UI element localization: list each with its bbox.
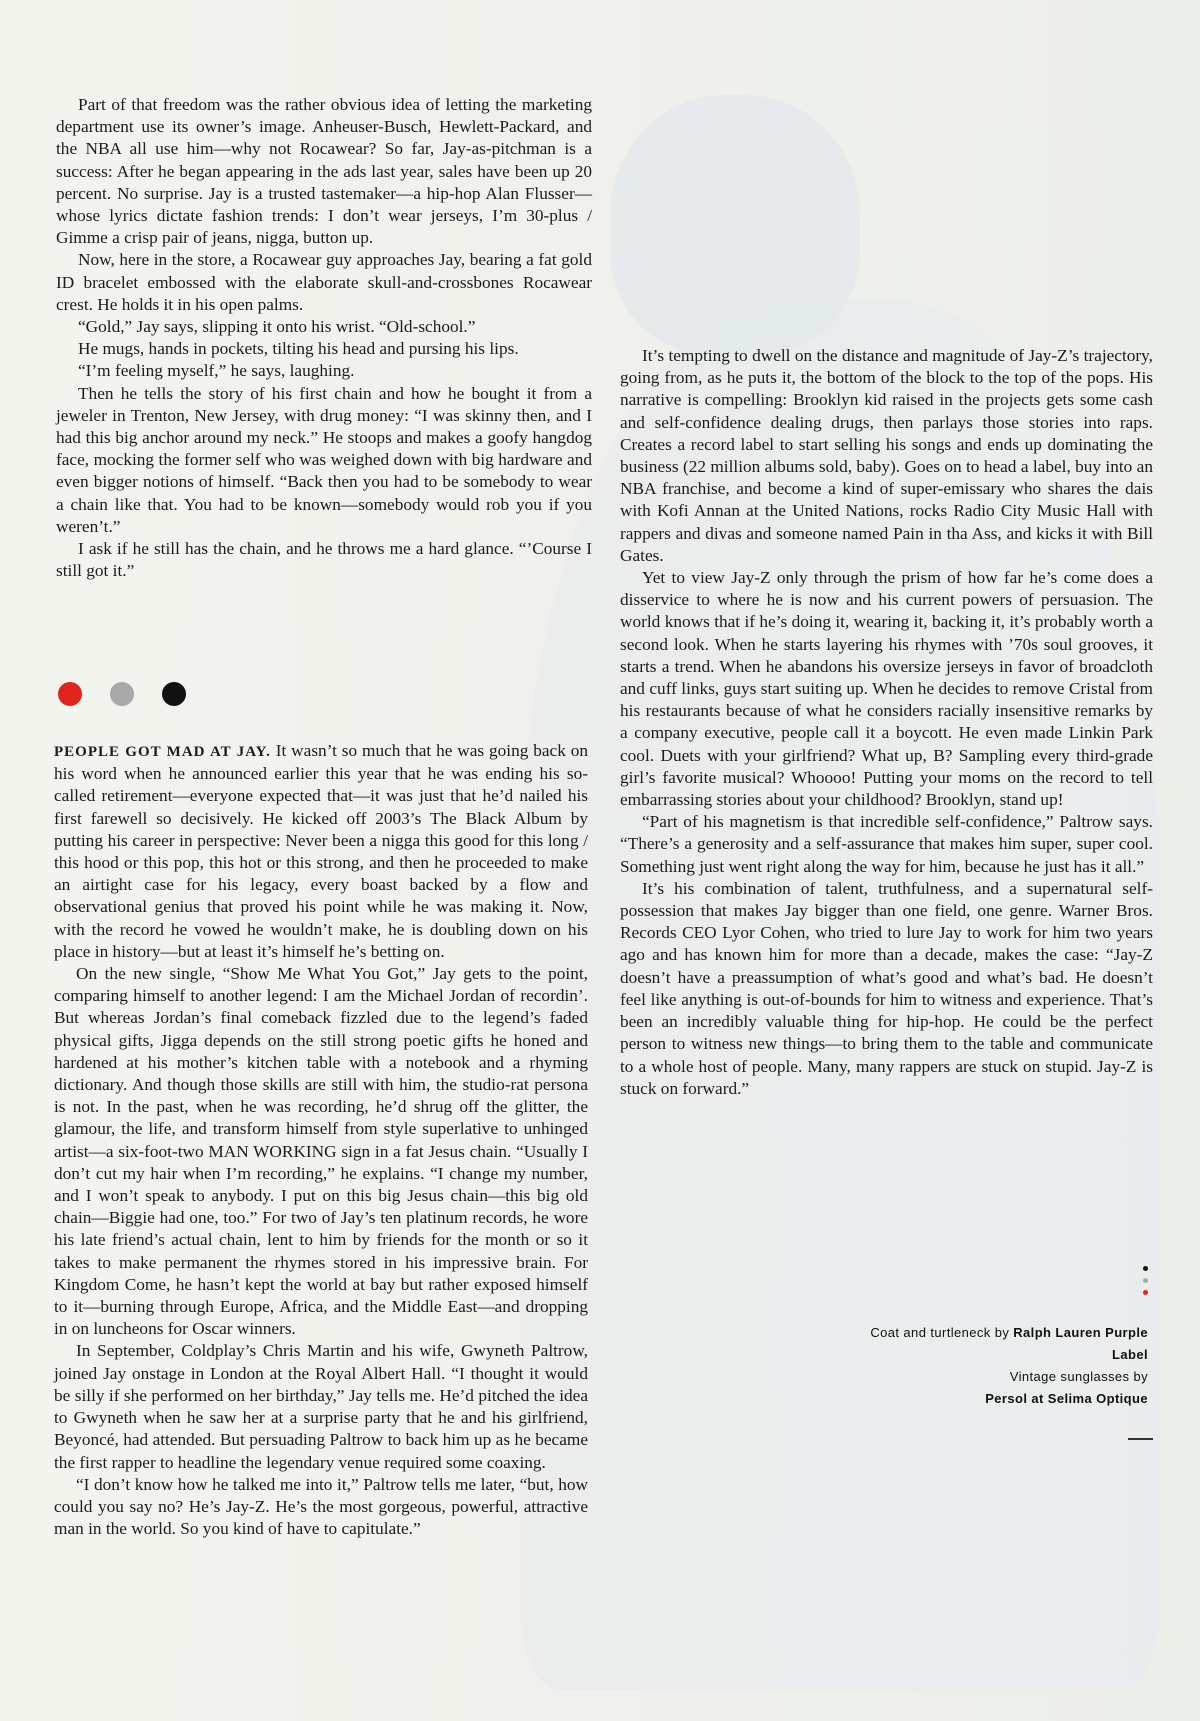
- lead-text: It wasn’t so much that he was going back on his word when he announced earlier this year that he was ending his so-called retirement—everyone expected that—it was just that he’d nailed his first farewell so decisively. He kicked off 2003’s The Black Album by putting his career in perspective: Never been a nigga this good for this long / this hood or this pop, this hot or this strong, and then he proceeded to make an airtight case for his legacy, every boast backed by a flow and observational genius that proved his point while he was making it. Now, with the record he vowed he wouldn’t make, he is doubling down on his place in history—but at least it’s himself he’s betting on.: [54, 741, 588, 961]
- paragraph: “I don’t know how he talked me into it,” Paltrow tells me later, “but, how could you say no? He’s Jay-Z. He’s the most gorgeous, powerful, attractive man in the world. So you kind of have to capitulate.”: [54, 1474, 588, 1539]
- photo-credits: [868, 1322, 1148, 1410]
- section-break-dots: [58, 682, 186, 706]
- credit-text: Vintage sunglasses by: [1009, 1369, 1148, 1384]
- paragraph: It’s tempting to dwell on the distance and magnitude of Jay-Z’s trajectory, going from, as he puts it, the bottom of the block to the top of the pops. His narrative is compelling: Brooklyn kid raised in the projects gets some cash and self-confidence dealing drugs, then parlays those stories into raps. Creates a record label to start selling his songs and ends up dominating the business (22 million albums sold, baby). Goes on to head a label, buy into an NBA franchise, and become a kind of super-emissary who shares the dais with Kofi Annan at the United Nations, rocks Radio City Music Hall with rappers and divas and someone named Pain in tha Ass, and kicks it with Bill Gates.: [620, 346, 1153, 565]
- red-dot-icon: [1143, 1290, 1148, 1295]
- credit-brand: Ralph Lauren Purple Label: [1013, 1325, 1148, 1362]
- lead-in: PEOPLE GOT MAD AT JAY.: [54, 744, 271, 760]
- paragraph: In September, Coldplay’s Chris Martin and his wife, Gwyneth Paltrow, joined Jay onstage in London at the Royal Albert Hall. “I thought it would be silly if she performed on her birthday,” Jay tells me. He’d pitched the idea to Gwyneth when he saw her at a surprise party that he and his girlfriend, Beyoncé, had attended. But persuading Paltrow to back him up as he became the first rapper to headline the legendary venue required some coaxing.: [54, 1341, 588, 1472]
- paragraph: I ask if he still has the chain, and he throws me a hard glance. “’Course I still got it.”: [56, 539, 592, 581]
- gray-dot-icon: [110, 682, 134, 706]
- black-dot-icon: [1143, 1266, 1148, 1271]
- black-dot-icon: [162, 682, 186, 706]
- end-mark-dots: [1143, 1266, 1148, 1295]
- paragraph: “I’m feeling myself,” he says, laughing.: [78, 361, 355, 381]
- paragraph: Yet to view Jay-Z only through the prism of how far he’s come does a disservice to where he is now and his current powers of persuasion. The world knows that if he’s doing it, wearing it, backing it, it’s probably worth a second look. When he starts layering his rhymes with ’70s soul grooves, it starts a trend. When he abandons his oversize jerseys in favor of broadcloth and cuff links, guys start suiting up. When he decides to remove Cristal from his restaurants because of what he considers racially insensitive remarks by a company executive, people call it a boycott. He even made Linkin Park cool. Duets with your girlfriend? What up, B? Sampling every third-grade girl’s favorite musical? Whoooo! Putting your moms on the record to tell embarrassing stories about your childhood? Brooklyn, stand up!: [620, 568, 1153, 810]
- paragraph: It’s his combination of talent, truthfulness, and a supernatural self-possession that makes Jay bigger than one field, one genre. Warner Bros. Records CEO Lyor Cohen, who tried to lure Jay to work for him two years ago and has known him for more than a decade, makes the case: “Jay-Z doesn’t have a preassumption of what’s good and what’s bad. He doesn’t feel like anything is out-of-bounds for him to witness and experience. That’s been an incredibly valuable thing for hip-hop. He could be the perfect person to witness new things—to bring them to the table and communicate to a whole host of people. Many, many rappers are stuck on stupid. Jay-Z is stuck on forward.”: [620, 878, 1153, 1098]
- paragraph: He mugs, hands in pockets, tilting his head and pursing his lips.: [78, 339, 519, 359]
- gray-dot-icon: [1143, 1278, 1148, 1283]
- paragraph: Now, here in the store, a Rocawear guy approaches Jay, bearing a fat gold ID bracelet embossed with the elaborate skull-and-crossbones Rocawear crest. He holds it in his open palms.: [56, 250, 592, 314]
- paragraph: “Part of his magnetism is that incredible self-confidence,” Paltrow says. “There’s a generosity and a self-assurance that makes him super, super cool. Something just went right along the way for him, because he just has it all.”: [620, 812, 1153, 876]
- red-dot-icon: [58, 682, 82, 706]
- credit-brand: Persol at Selima Optique: [985, 1391, 1148, 1406]
- paragraph: Part of that freedom was the rather obvious idea of letting the marketing department use its owner’s image. Anheuser-Busch, Hewlett-Packard, and the NBA all use him—why not Rocawear? So far, Jay-as-pitchman is a success: After he began appearing in the ads last year, sales have been up 20 percent. No surprise. Jay is a trusted tastemaker—a hip-hop Alan Flusser—whose lyrics dictate fashion trends: I don’t wear jerseys, I’m 30-plus / Gimme a crisp pair of jeans, nigga, button up.: [56, 95, 592, 248]
- credit-text: Coat and turtleneck by: [870, 1325, 1010, 1340]
- paragraph: On the new single, “Show Me What You Got,” Jay gets to the point, comparing himself to another legend: I am the Michael Jordan of recordin’. But whereas Jordan’s final comeback fizzled due to the legend’s faded physical gifts, Jigga depends on the still strong poetic gifts he honed and hardened at his mother’s kitchen table with a notebook and a rhyming dictionary. And though those skills are still with him, the studio-rat persona is not. In the past, when he was recording, he’d shrug off the glitter, the glamour, the life, and transform himself from style superlative to unhinged artist—a six-foot-two MAN WORKING sign in a fat Jesus chain. “Usually I don’t cut my hair when I’m recording,” he explains. “I change my number, and I won’t speak to anybody. I put on this big Jesus chain—this big old chain—Biggie had one, too.” For two of Jay’s ten platinum records, he wore his late friend’s actual chain, lent to him by friends for the month or so it takes to make permanent the rhymes stored in his impressive brain. For Kingdom Come, he hasn’t kept the world at bay but rather exposed himself to it—burning through Europe, Africa, and the Middle East—and dropping in on luncheons for Oscar winners.: [54, 964, 588, 1339]
- end-rule: [1128, 1438, 1153, 1440]
- show-through-head: [610, 95, 860, 355]
- paragraph: “Gold,” Jay says, slipping it onto his wrist. “Old-school.”: [78, 317, 476, 337]
- lead-paragraph: [54, 740, 588, 963]
- left-column-bottom: [54, 740, 588, 1540]
- right-column: [620, 345, 1153, 1100]
- paragraph: Then he tells the story of his first chain and how he bought it from a jeweler in Trenton, New Jersey, with drug money: “I was skinny then, and I had this big anchor around my neck.” He stoops and makes a goofy hangdog face, mocking the former self who was weighed down with big hardware and even bigger notions of himself. “Back then you had to be somebody to wear a chain like that. You had to be known—somebody would rob you if you weren’t.”: [56, 383, 592, 536]
- left-column-top: [56, 94, 592, 582]
